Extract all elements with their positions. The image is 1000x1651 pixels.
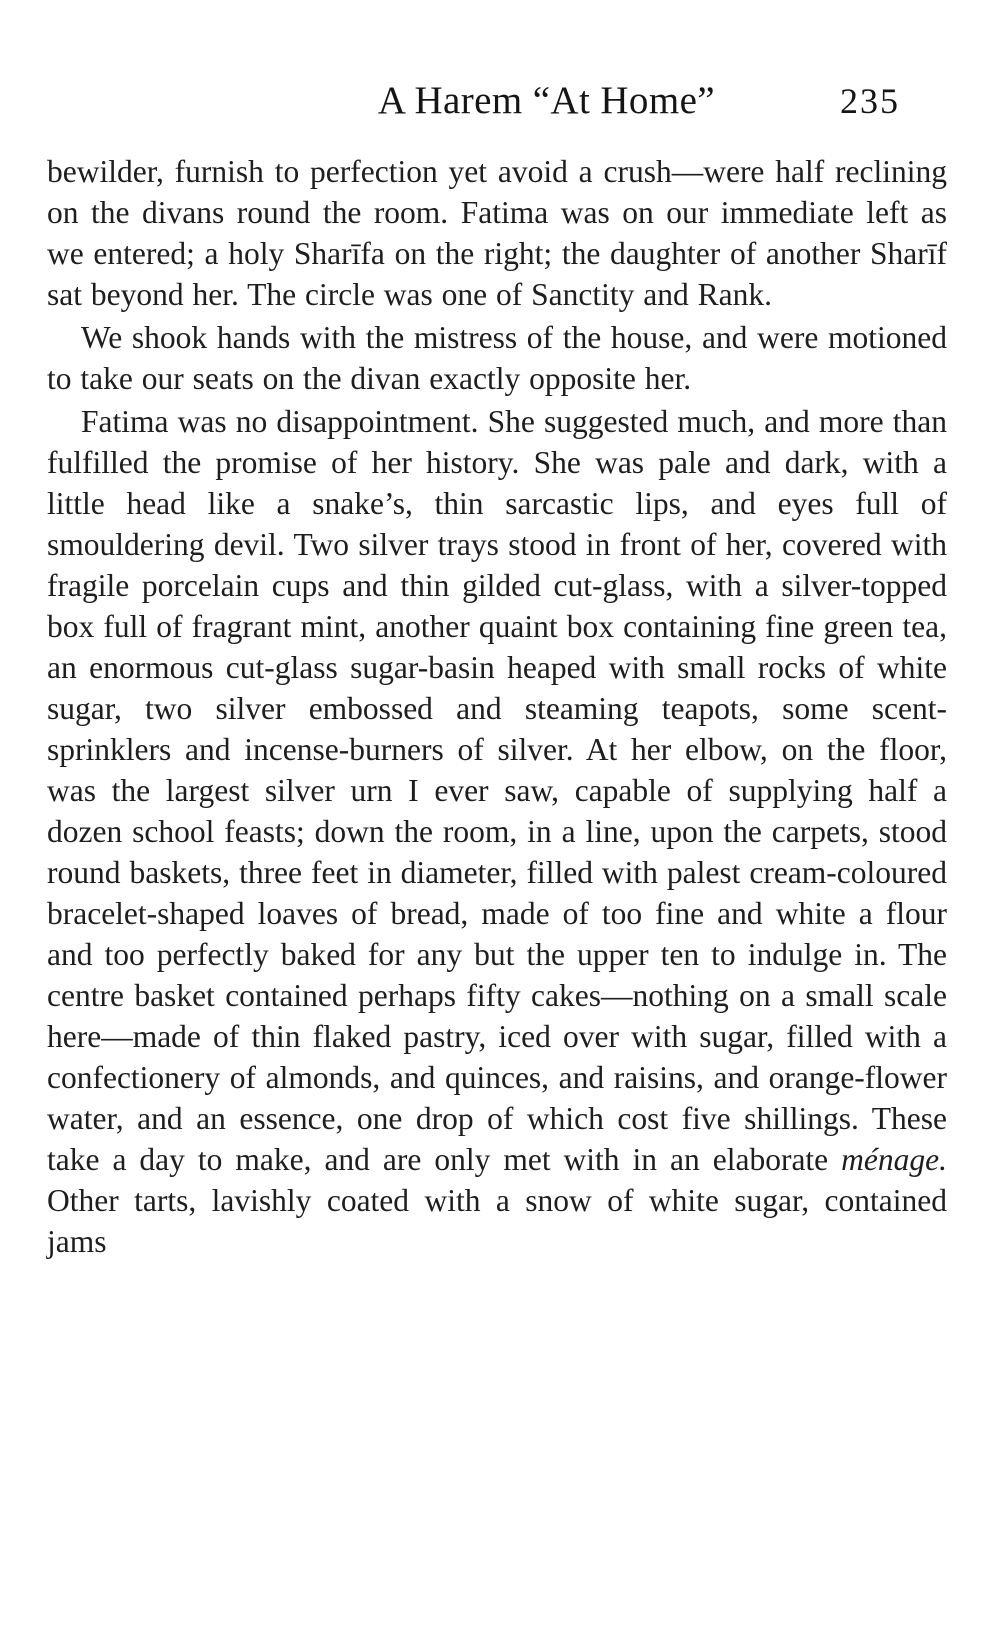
paragraph-continued: bewilder, furnish to perfection yet avoid a crush—were half reclining on the divans round the room. Fatima was on our immediate left as we entered; a holy Sharīfa on the right; the daughter of another Sharīf sat beyond her. The circle was one of Sanctity and Rank. [47, 154, 947, 312]
paragraph-fatima-description [47, 401, 947, 1262]
running-title: A Harem “At Home” [377, 79, 715, 122]
page-number: 235 [840, 81, 900, 121]
paragraph-text-before-italic: Fatima was no disappointment. She suggested much, and more than fulfilled the promise of her history. She was pale and dark, with a little head like a snake’s, thin sarcastic lips, and eyes full of smouldering devil. Two silver trays stood in front of her, covered with fragile porcelain cups and thin gilded cut-glass, with a silver-topped box full of fragrant mint, another quaint box containing fine green tea, an enormous cut-glass sugar-basin heaped with small rocks of white sugar, two silver embossed and steaming teapots, some scent-sprinklers and incense-burners of silver. At her elbow, on the floor, was the largest silver urn I ever saw, capable of supplying half a dozen school feasts; down the room, in a line, upon the carpets, stood round baskets, three feet in diameter, filled with palest cream-coloured bracelet-shaped loaves of bread, made of too fine and white a flour and too perfectly baked for any but the upper ten to indulge in. The centre basket contained perhaps fifty cakes—nothing on a small scale here—made of thin flaked pastry, iced over with sugar, filled with a confectionery of almonds, and quinces, and raisins, and orange-flower water, and an essence, one drop of which cost five shillings. These take a day to make, and are only met with in an elaborate [47, 404, 947, 1177]
paragraph-text-after-italic: Other tarts, lavishly coated with a snow of white sugar, contained jams [47, 1183, 947, 1259]
running-head [0, 78, 1000, 128]
italic-word-menage: ménage. [841, 1142, 947, 1177]
paragraph-shook-hands: We shook hands with the mistress of the house, and were motioned to take our seats on the divan exactly opposite her. [47, 320, 947, 396]
body-text [47, 151, 947, 1262]
